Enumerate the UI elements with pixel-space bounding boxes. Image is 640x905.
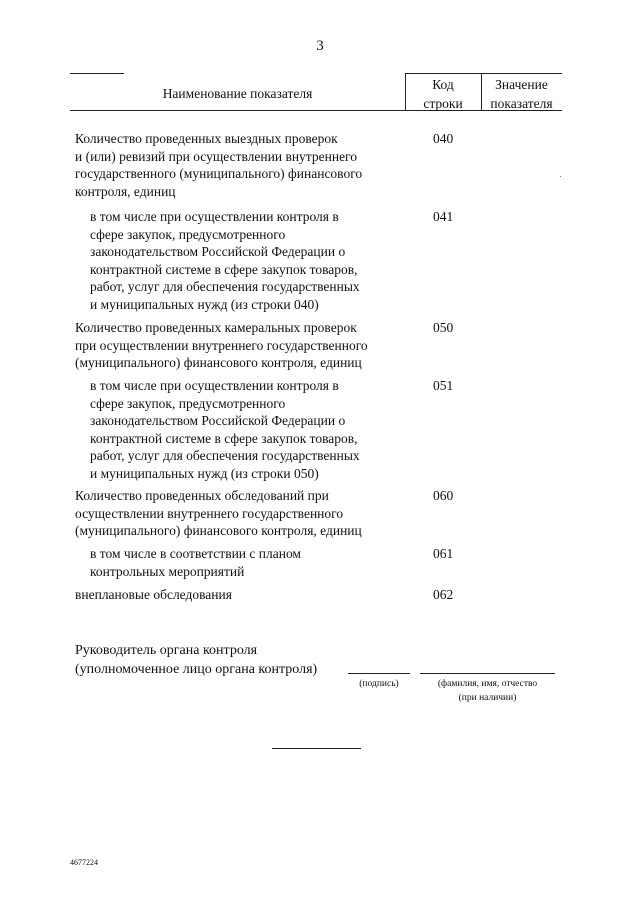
header-top-line-right bbox=[405, 73, 562, 74]
closing-line bbox=[272, 748, 361, 749]
row-060-name: Количество проведенных обследований при осуществлении внутреннего государственного (муниципального) финансового контроля, единиц bbox=[75, 488, 362, 538]
row-050-name: Количество проведенных камеральных проверок при осуществлении внутреннего государственного (муниципального) финансового контроля, единиц bbox=[75, 320, 368, 370]
header-top-line bbox=[70, 73, 124, 74]
row-041-name: в том числе при осуществлении контроля в сфере закупок, предусмотренного законодательством Российской Федерации о контрактной системе в сфере закупок товаров, работ, услуг для обеспечения государственных и муниципальных нужд (из строки 040) bbox=[90, 209, 360, 312]
row-051-name: в том числе при осуществлении контроля в сфере закупок, предусмотренного законодательством Российской Федерации о контрактной системе в сфере закупок товаров, работ, услуг для обеспечения государственных и муниципальных нужд (из строки 050) bbox=[90, 378, 360, 481]
row-051-code: 051 bbox=[433, 378, 454, 393]
header-code: Код строки bbox=[423, 77, 463, 111]
row-041-code: 041 bbox=[433, 209, 454, 224]
signature-label: Руководитель органа контроля (уполномоченное лицо органа контроля) bbox=[75, 643, 318, 677]
signature-caption: (подпись) bbox=[359, 679, 399, 689]
row-040-name: Количество проведенных выездных проверок и (или) ревизий при осуществлении внутреннего государственного (муниципального) финансового контроля, единиц bbox=[75, 131, 363, 199]
header-value: Значение показателя bbox=[490, 77, 553, 111]
page-number: 3 bbox=[316, 38, 324, 54]
row-061-name: в том числе в соответствии с планом контрольных мероприятий bbox=[90, 546, 301, 579]
row-062-code: 062 bbox=[433, 587, 454, 602]
header-name: Наименование показателя bbox=[162, 86, 313, 101]
row-062-name: внеплановые обследования bbox=[75, 587, 232, 602]
row-061-code: 061 bbox=[433, 546, 454, 561]
name-caption: (фамилия, имя, отчество (при наличии) bbox=[437, 679, 538, 703]
row-050-code: 050 bbox=[433, 320, 454, 335]
document-number: 4677224 bbox=[70, 858, 98, 867]
row-060-code: 060 bbox=[433, 488, 454, 503]
scan-speck bbox=[560, 176, 561, 177]
name-line bbox=[420, 673, 555, 674]
signature-line bbox=[348, 673, 410, 674]
row-040-code: 040 bbox=[433, 131, 454, 146]
